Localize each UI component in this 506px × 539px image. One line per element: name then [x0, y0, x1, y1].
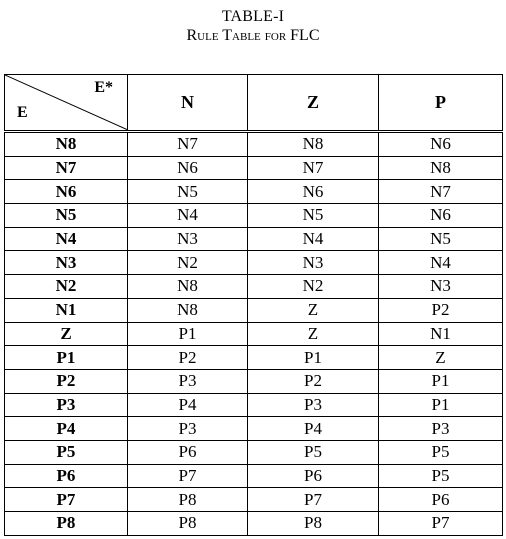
table-cell: N5: [128, 180, 248, 204]
column-header-p: P: [379, 75, 503, 132]
table-cell: P8: [248, 512, 379, 536]
table-row: [5, 417, 503, 441]
table-cell: P1: [248, 346, 379, 370]
table-cell: P5: [379, 440, 503, 464]
table-cell: N6: [248, 180, 379, 204]
table-row: [5, 440, 503, 464]
table-cell: P2: [128, 346, 248, 370]
table-cell: N2: [248, 275, 379, 299]
rule-table-body: [5, 132, 503, 536]
table-cell: Z: [248, 298, 379, 322]
table-cell: N1: [379, 322, 503, 346]
table-cell: P5: [248, 440, 379, 464]
row-header: P6: [5, 464, 128, 488]
table-cell: N3: [379, 275, 503, 299]
row-header: P8: [5, 512, 128, 536]
table-row: [5, 488, 503, 512]
table-row: [5, 204, 503, 228]
table-row: [5, 156, 503, 180]
table-cell: P4: [248, 417, 379, 441]
table-cell: P1: [379, 393, 503, 417]
table-row: [5, 369, 503, 393]
row-header: N8: [5, 132, 128, 157]
table-row: [5, 346, 503, 370]
table-cell: N3: [128, 227, 248, 251]
table-row: [5, 464, 503, 488]
corner-label-e: E: [17, 104, 28, 121]
table-cell: N6: [128, 156, 248, 180]
table-cell: Z: [248, 322, 379, 346]
column-header-z: Z: [248, 75, 379, 132]
row-header: N3: [5, 251, 128, 275]
table-cell: N8: [128, 275, 248, 299]
header-row: [5, 75, 503, 132]
row-header: Z: [5, 322, 128, 346]
row-header: N4: [5, 227, 128, 251]
table-row: [5, 132, 503, 157]
row-header: P3: [5, 393, 128, 417]
table-cell: N7: [128, 132, 248, 157]
table-title-block: [0, 8, 506, 46]
row-header: P7: [5, 488, 128, 512]
table-cell: P8: [128, 488, 248, 512]
table-cell: P6: [379, 488, 503, 512]
table-cell: P6: [248, 464, 379, 488]
table-row: [5, 275, 503, 299]
table-row: [5, 180, 503, 204]
table-cell: N8: [248, 132, 379, 157]
table-cell: P3: [128, 417, 248, 441]
table-cell: P5: [379, 464, 503, 488]
row-header: P2: [5, 369, 128, 393]
table-row: [5, 512, 503, 536]
table-cell: N4: [128, 204, 248, 228]
table-cell: P7: [128, 464, 248, 488]
table-cell: N2: [128, 251, 248, 275]
table-cell: P3: [248, 393, 379, 417]
table-row: [5, 322, 503, 346]
table-cell: N5: [248, 204, 379, 228]
table-cell: P3: [128, 369, 248, 393]
table-cell: N7: [248, 156, 379, 180]
table-cell: N3: [248, 251, 379, 275]
table-cell: P2: [379, 298, 503, 322]
row-header: N2: [5, 275, 128, 299]
row-header: N7: [5, 156, 128, 180]
table-cell: N7: [379, 180, 503, 204]
table-cell: Z: [379, 346, 503, 370]
corner-label-e-star: E*: [94, 79, 113, 96]
table-cell: N8: [379, 156, 503, 180]
table-cell: N5: [379, 227, 503, 251]
table-cell: P1: [379, 369, 503, 393]
table-cell: N6: [379, 132, 503, 157]
table-cell: P7: [248, 488, 379, 512]
row-header: P4: [5, 417, 128, 441]
table-cell: P6: [128, 440, 248, 464]
column-header-n: N: [128, 75, 248, 132]
table-cell: P3: [379, 417, 503, 441]
row-header: P5: [5, 440, 128, 464]
corner-cell: [5, 75, 128, 132]
row-header: P1: [5, 346, 128, 370]
table-cell: N4: [248, 227, 379, 251]
table-row: [5, 298, 503, 322]
row-header: N5: [5, 204, 128, 228]
table-cell: P4: [128, 393, 248, 417]
table-caption: Rule Table for FLC: [186, 27, 320, 44]
table-cell: P2: [248, 369, 379, 393]
table-row: [5, 393, 503, 417]
table-cell: N6: [379, 204, 503, 228]
row-header: N6: [5, 180, 128, 204]
table-row: [5, 251, 503, 275]
table-row: [5, 227, 503, 251]
rule-table: [4, 74, 503, 536]
table-cell: P8: [128, 512, 248, 536]
table-cell: N4: [379, 251, 503, 275]
table-label: TABLE-I: [221, 8, 285, 25]
table-cell: P7: [379, 512, 503, 536]
row-header: N1: [5, 298, 128, 322]
table-cell: N8: [128, 298, 248, 322]
table-cell: P1: [128, 322, 248, 346]
